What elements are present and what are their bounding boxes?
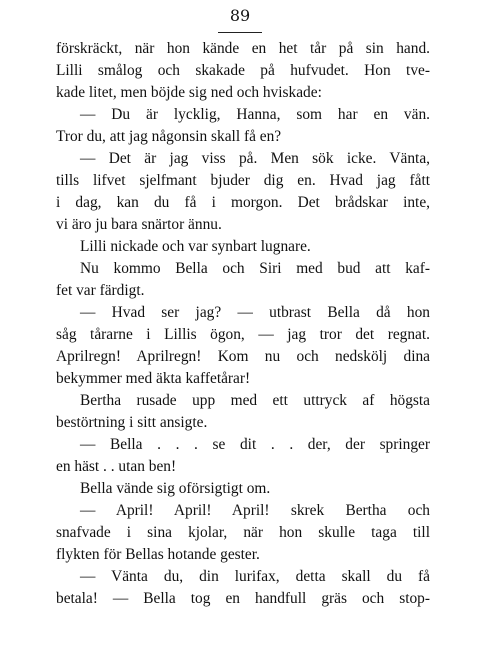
text-line: tills lifvet sjelfmant bjuder dig en. Hvad jag fått	[56, 172, 430, 189]
body-text	[56, 38, 430, 610]
page-number: 89	[229, 6, 251, 25]
text-line: Nu kommo Bella och Siri med bud att kaf-	[80, 260, 430, 277]
text-line: Lilli nickade och var synbart lugnare.	[80, 238, 311, 255]
text-line: — Vänta du, din lurifax, detta skall du få	[80, 568, 430, 585]
text-line: — Hvad ser jag? — utbrast Bella då hon	[80, 304, 430, 321]
text-line: såg tårarne i Lillis ögon, — jag tror det regnat.	[56, 326, 430, 343]
text-line: vi äro ju bara snärtor ännu.	[56, 216, 222, 233]
text-line: en häst . . utan ben!	[56, 458, 177, 475]
text-line: bekymmer med äkta kaffetårar!	[56, 370, 251, 387]
text-line: flykten för Bellas hotande gester.	[56, 546, 260, 563]
text-line: bestörtning i sitt ansigte.	[56, 414, 208, 431]
text-line: förskräckt, när hon kände en het tår på sin hand.	[56, 40, 430, 57]
text-line: Bertha rusade upp med ett uttryck af högsta	[80, 392, 430, 409]
text-line: Lilli smålog och skakade på hufvudet. Hon tve-	[56, 62, 430, 79]
text-line: i dag, kan du få i morgon. Det brådskar inte,	[56, 194, 430, 211]
text-line: — April! April! April! skrek Bertha och	[80, 502, 430, 519]
page-number-rule	[218, 32, 262, 33]
text-line: snafvade i sina kjolar, när hon skulle taga till	[56, 524, 430, 541]
text-line: betala! — Bella tog en handfull gräs och stop-	[56, 590, 430, 607]
text-line: fet var färdigt.	[56, 282, 145, 299]
text-line: — Bella . . . se dit . . der, der springer	[80, 436, 430, 453]
text-line: Bella vände sig oförsigtigt om.	[80, 480, 271, 497]
text-line: kade litet, men böjde sig ned och hviskade:	[56, 84, 322, 101]
text-line: — Det är jag viss på. Men sök icke. Vänta,	[80, 150, 430, 167]
text-line: Aprilregn! Aprilregn! Kom nu och nedskölj dina	[56, 348, 430, 365]
text-line: — Du är lycklig, Hanna, som har en vän.	[80, 106, 430, 123]
text-line: Tror du, att jag någonsin skall få en?	[56, 128, 282, 145]
